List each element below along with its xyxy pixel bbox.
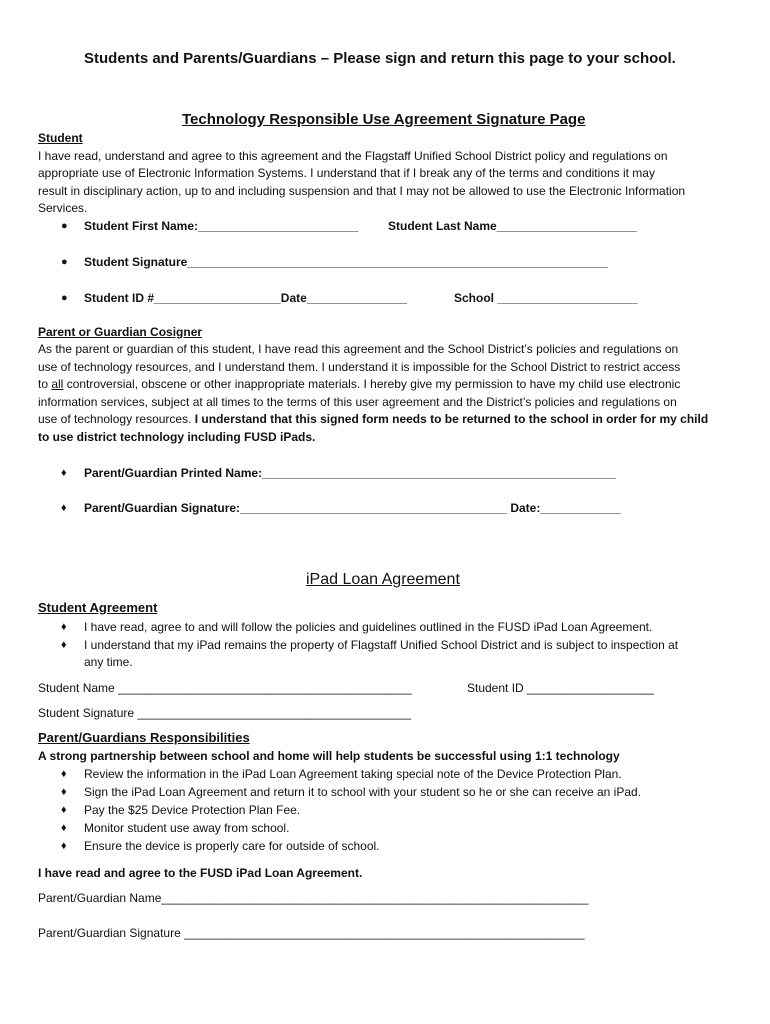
ipad-student-signature-field[interactable]: Student Signature _________________________________________ bbox=[38, 706, 412, 720]
student-first-name-field[interactable]: Student First Name:________________________ bbox=[84, 219, 359, 233]
bullet-diamond-icon: ♦ bbox=[61, 768, 67, 780]
parent-text-line-3 bbox=[38, 376, 680, 394]
parent-responsibility-2: Sign the iPad Loan Agreement and return it to school with your student so he or she can receive an iPad. bbox=[84, 785, 642, 799]
return-instruction: Students and Parents/Guardians – Please sign and return this page to your school. bbox=[84, 50, 676, 67]
bullet-diamond-icon: ♦ bbox=[61, 840, 67, 852]
parent-text-line-2: use of technology resources, and I understand them. I understand it is impossible for the School District to restrict access bbox=[38, 360, 681, 374]
ipad-student-id-field[interactable]: Student ID ___________________ bbox=[467, 681, 654, 695]
bullet-diamond-icon: ♦ bbox=[61, 786, 67, 798]
student-text-line-4: Services. bbox=[38, 201, 88, 215]
school-field[interactable]: School _____________________ bbox=[454, 291, 638, 305]
parent-responsibility-4: Monitor student use away from school. bbox=[84, 821, 290, 835]
student-agreement-bullet-2: I understand that my iPad remains the property of Flagstaff Unified School District and is subject to inspection at bbox=[84, 638, 679, 652]
parent-text-to: to bbox=[38, 377, 52, 391]
student-id-date-field[interactable]: Student ID #___________________Date_______________ bbox=[84, 291, 407, 305]
student-text-line-1: I have read, understand and agree to this agreement and the Flagstaff Unified School District policy and regulations on bbox=[38, 149, 668, 163]
parent-responsibilities-heading: Parent/Guardians Responsibilities bbox=[38, 730, 250, 745]
bullet-dot-icon: ● bbox=[61, 220, 68, 232]
parent-text-all: all bbox=[51, 377, 64, 391]
parent-text-line-1: As the parent or guardian of this student, I have read this agreement and the School District’s policies and regulations on bbox=[38, 342, 679, 356]
ipad-agreement-closing: I have read and agree to the FUSD iPad Loan Agreement. bbox=[38, 866, 363, 880]
parent-responsibilities-intro: A strong partnership between school and home will help students be successful using 1:1 technology bbox=[38, 749, 620, 763]
parent-text-rest: controversial, obscene or other inappropriate materials. I hereby give my permission to have my child use electronic bbox=[63, 377, 681, 391]
parent-signature-date-field[interactable]: Parent/Guardian Signature:________________________________________ Date:____________ bbox=[84, 501, 621, 515]
parent-text-line-4: information services, subject at all times to the terms of this user agreement and the District’s policies and regulations on bbox=[38, 395, 677, 409]
student-agreement-bullet-2-cont: any time. bbox=[84, 655, 133, 669]
bullet-diamond-icon: ♦ bbox=[61, 467, 67, 479]
bullet-diamond-icon: ♦ bbox=[61, 639, 67, 651]
ipad-parent-signature-field[interactable]: Parent/Guardian Signature ____________________________________________________________ bbox=[38, 926, 585, 940]
parent-printed-name-field[interactable]: Parent/Guardian Printed Name:_____________________________________________________ bbox=[84, 466, 616, 480]
student-heading: Student bbox=[38, 131, 83, 145]
bullet-diamond-icon: ♦ bbox=[61, 621, 67, 633]
ipad-student-name-field[interactable]: Student Name ____________________________________________ bbox=[38, 681, 412, 695]
ipad-parent-name-field[interactable]: Parent/Guardian Name________________________________________________________________ bbox=[38, 891, 589, 905]
parent-text-plain: use of technology resources. bbox=[38, 412, 195, 426]
student-agreement-heading: Student Agreement bbox=[38, 600, 158, 615]
parent-cosigner-heading: Parent or Guardian Cosigner bbox=[38, 325, 203, 339]
parent-text-line-5 bbox=[38, 411, 708, 429]
parent-text-line-6: to use district technology including FUSD iPads. bbox=[38, 430, 316, 444]
parent-text-bold: I understand that this signed form needs to be returned to the school in order for my child bbox=[194, 412, 709, 426]
bullet-diamond-icon: ♦ bbox=[61, 822, 67, 834]
ipad-loan-title: iPad Loan Agreement bbox=[306, 571, 460, 588]
bullet-dot-icon: ● bbox=[61, 292, 68, 304]
student-last-name-field[interactable]: Student Last Name_____________________ bbox=[388, 219, 637, 233]
tech-agreement-title: Technology Responsible Use Agreement Signature Page bbox=[182, 111, 586, 128]
parent-responsibility-5: Ensure the device is properly care for outside of school. bbox=[84, 839, 380, 853]
bullet-dot-icon: ● bbox=[61, 256, 68, 268]
bullet-diamond-icon: ♦ bbox=[61, 502, 67, 514]
student-text-line-2: appropriate use of Electronic Information Systems. I understand that if I break any of the terms and conditions it may bbox=[38, 166, 655, 180]
student-signature-field[interactable]: Student Signature_______________________________________________________________ bbox=[84, 255, 608, 269]
parent-responsibility-1: Review the information in the iPad Loan Agreement taking special note of the Device Protection Plan. bbox=[84, 767, 622, 781]
student-agreement-bullet-1: I have read, agree to and will follow the policies and guidelines outlined in the FUSD iPad Loan Agreement. bbox=[84, 620, 653, 634]
student-text-line-3: result in disciplinary action, up to and including suspension and that I may not be allowed to use the Electronic Information bbox=[38, 184, 686, 198]
bullet-diamond-icon: ♦ bbox=[61, 804, 67, 816]
parent-responsibility-3: Pay the $25 Device Protection Plan Fee. bbox=[84, 803, 301, 817]
